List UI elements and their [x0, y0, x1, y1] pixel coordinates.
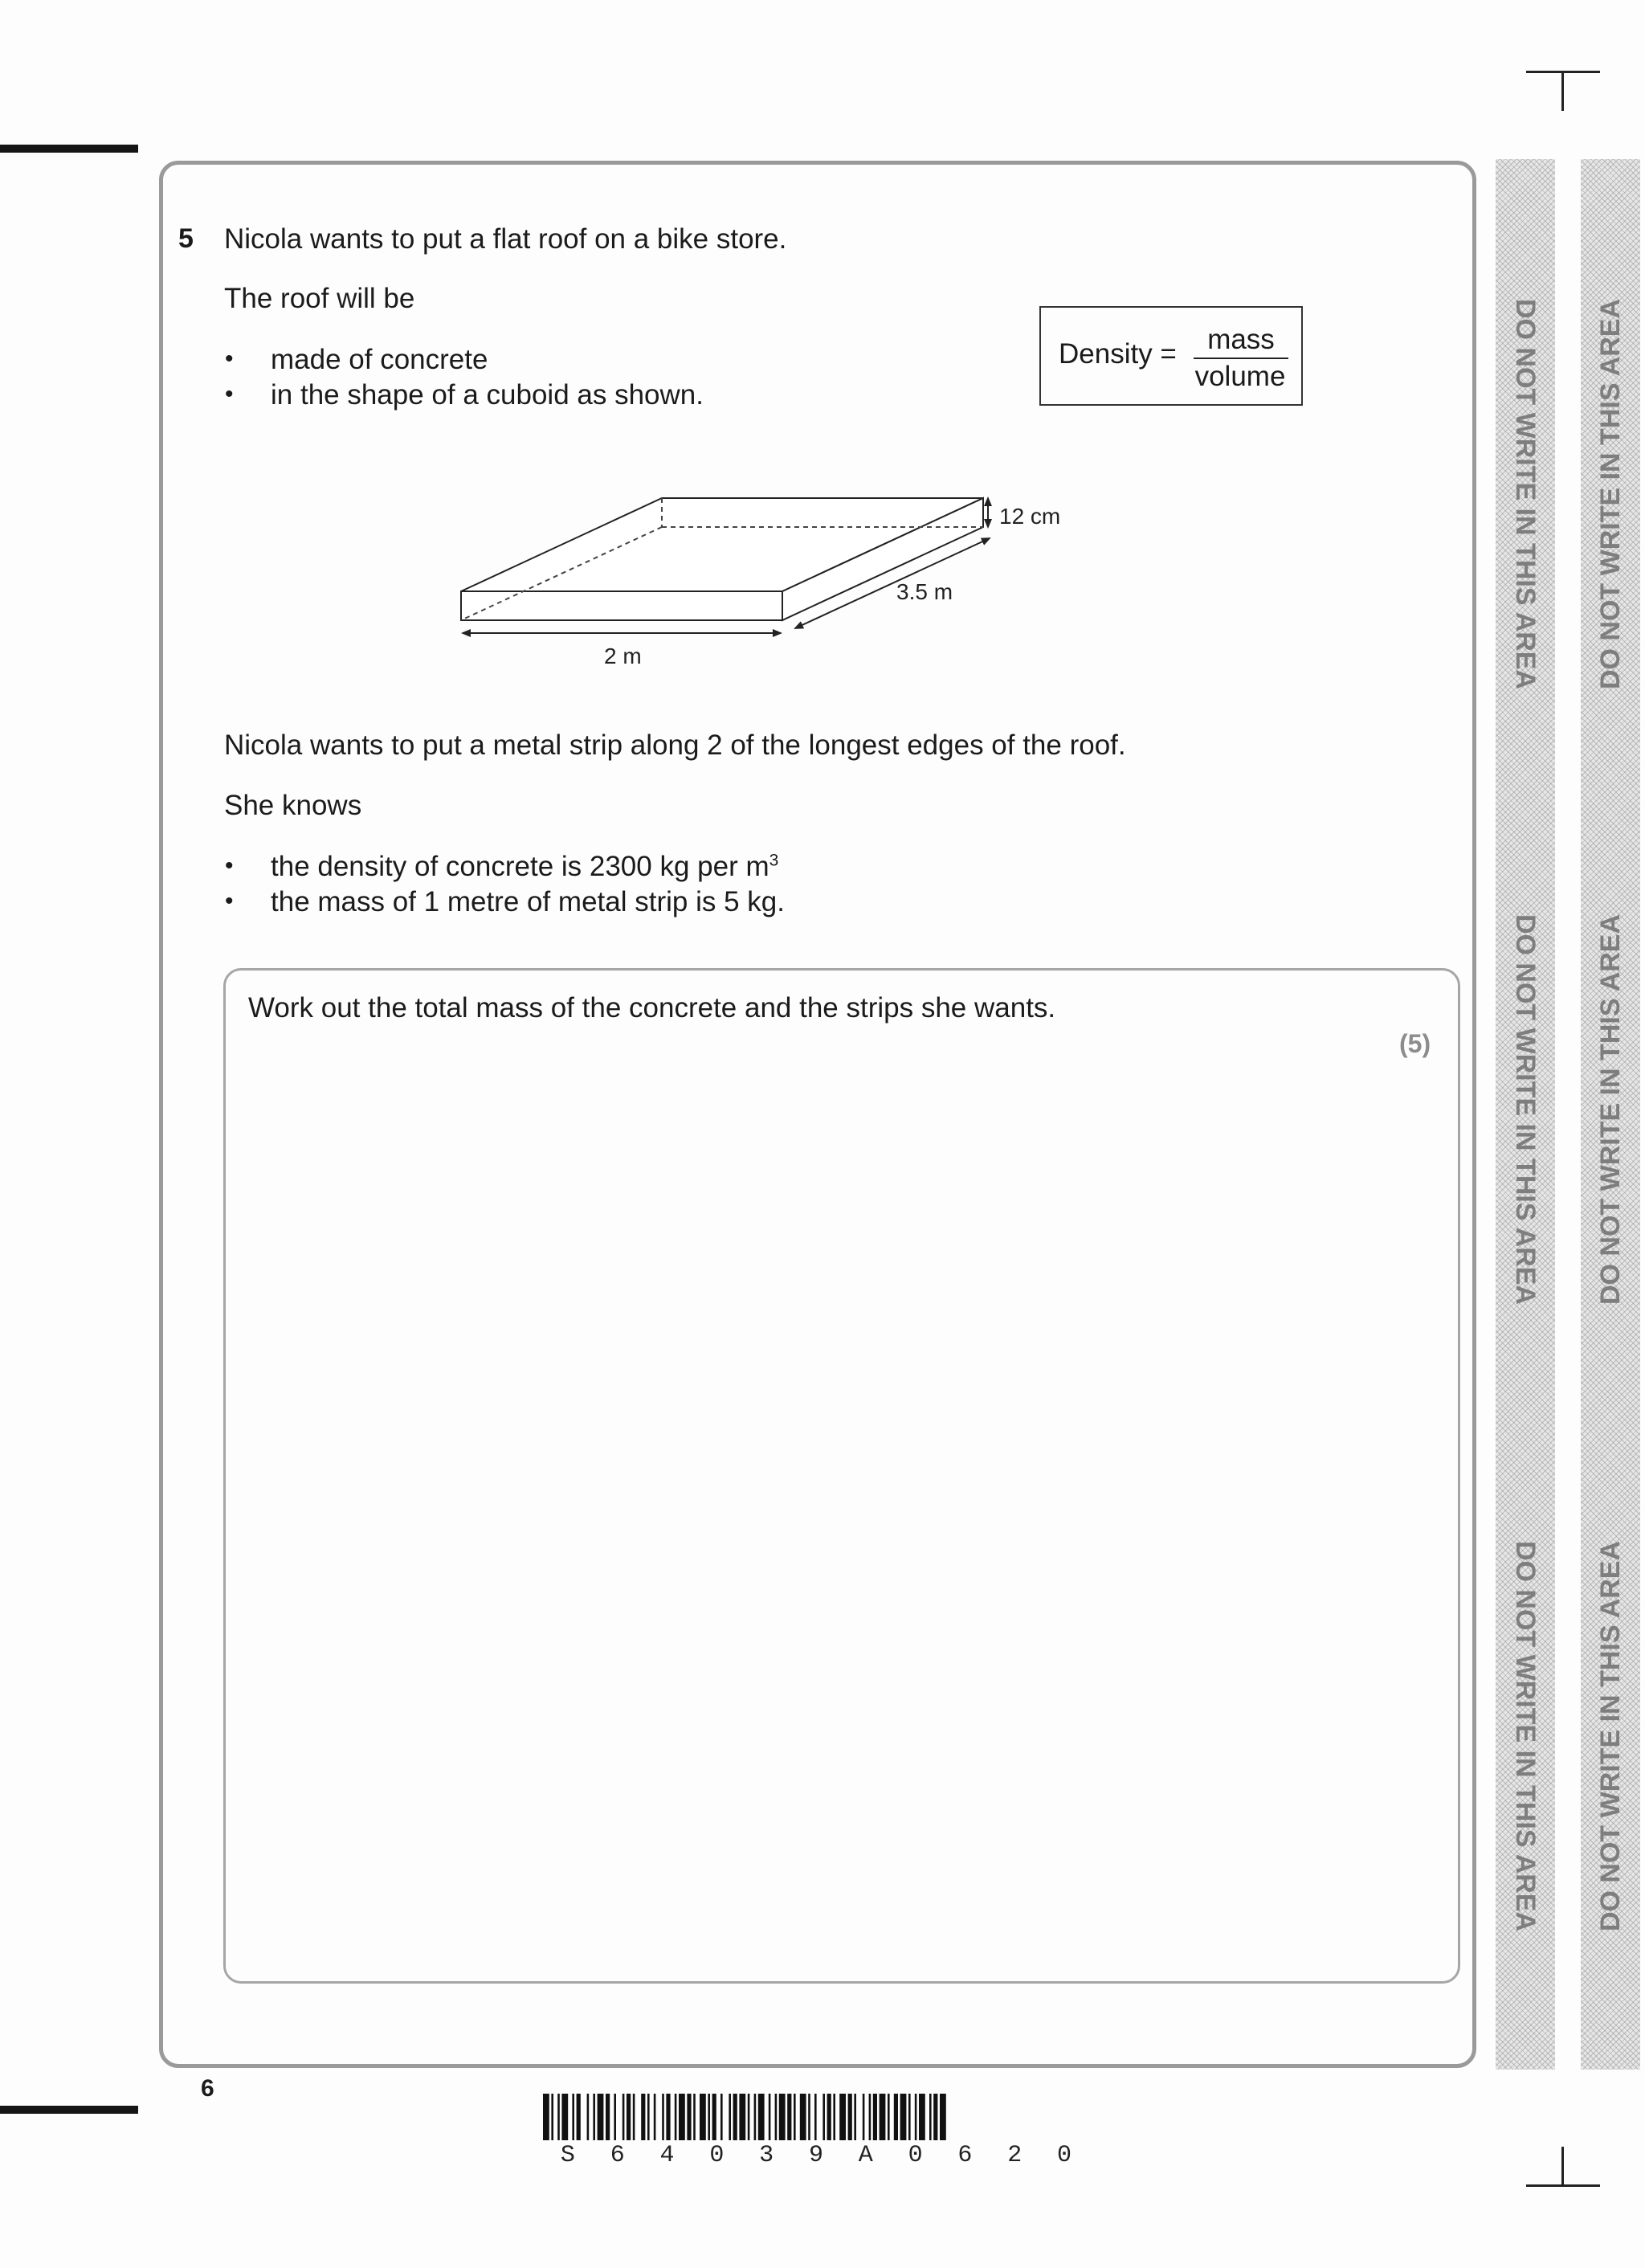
she-knows-text: She knows: [224, 790, 362, 821]
bullet-cuboid-shape: in the shape of a cuboid as shown.: [271, 379, 704, 411]
barcode-bar: [748, 2094, 750, 2140]
barcode-bar: [593, 2094, 595, 2140]
barcode-bar: [662, 2094, 664, 2140]
barcode-bar: [848, 2094, 852, 2140]
barcode-bar: [754, 2094, 757, 2140]
barcode-bar: [712, 2094, 716, 2140]
barcode-bar: [908, 2094, 911, 2140]
density-formula-box: [1039, 306, 1303, 406]
barcode-bar: [775, 2094, 778, 2140]
barcode-digit: A: [858, 2142, 873, 2169]
barcode-bar: [794, 2094, 796, 2140]
barcode-digit: 2: [1007, 2142, 1023, 2169]
do-not-write-warning: DO NOT WRITE IN THIS AREA: [1595, 298, 1626, 690]
crop-mark-top-vertical: [1561, 71, 1564, 111]
barcode-bar: [800, 2094, 806, 2140]
barcode-bar: [915, 2094, 917, 2140]
barcode-bar: [679, 2094, 685, 2140]
barcode-bar: [598, 2094, 604, 2140]
barcode-bar: [700, 2094, 706, 2140]
barcode-digit: 0: [1057, 2142, 1072, 2169]
barcode-digit: 0: [709, 2142, 725, 2169]
edge-bar-top: [0, 145, 138, 153]
barcode-digit: S: [560, 2142, 575, 2169]
barcode-bar: [822, 2094, 825, 2140]
cuboid-diagram: [450, 482, 1076, 675]
do-not-write-warning: DO NOT WRITE IN THIS AREA: [1510, 913, 1541, 1306]
barcode-bar: [933, 2094, 937, 2140]
barcode-bar: [808, 2094, 810, 2140]
barcode-bar: [888, 2094, 890, 2140]
barcode-bar: [687, 2094, 691, 2140]
barcode-bar: [827, 2094, 831, 2140]
depth-label: 3.5 m: [896, 579, 953, 604]
barcode-bar: [551, 2094, 553, 2140]
barcode-bar: [833, 2094, 835, 2140]
formula-denominator: volume: [1194, 361, 1286, 392]
barcode-bar: [647, 2094, 650, 2140]
do-not-write-warning: DO NOT WRITE IN THIS AREA: [1595, 913, 1626, 1306]
barcode-bar: [561, 2094, 568, 2140]
do-not-write-warning: DO NOT WRITE IN THIS AREA: [1510, 298, 1541, 690]
marks-allocation: (5): [1399, 1029, 1431, 1058]
crop-mark-bottom-vertical: [1561, 2147, 1564, 2187]
barcode-bar: [787, 2094, 791, 2140]
density-fact: [271, 851, 778, 883]
barcode-bar: [557, 2094, 560, 2140]
density-exponent: 3: [769, 851, 779, 870]
barcode-bar: [572, 2094, 574, 2140]
task-instruction: Work out the total mass of the concrete and the strips she wants.: [248, 992, 1056, 1024]
answer-area[interactable]: [223, 968, 1460, 1984]
barcode-bar: [675, 2094, 677, 2140]
barcode-bar: [720, 2094, 723, 2140]
barcode-bar: [919, 2094, 925, 2140]
barcode-bar: [641, 2094, 645, 2140]
bullet-point: •: [225, 852, 234, 879]
barcode-bar: [758, 2094, 765, 2140]
page-number: 6: [201, 2075, 214, 2102]
metal-strip-sentence: Nicola wants to put a metal strip along 2 of the longest edges of the roof.: [224, 729, 1126, 761]
barcode-bar: [940, 2094, 946, 2140]
barcode-bar: [606, 2094, 610, 2140]
barcode-digit: 3: [759, 2142, 774, 2169]
barcode-bar: [894, 2094, 898, 2140]
cuboid-front-face: [461, 591, 782, 620]
height-label: 12 cm: [999, 504, 1061, 529]
width-label: 2 m: [604, 644, 642, 668]
edge-bar-bottom: [0, 2106, 138, 2114]
barcode-bar: [873, 2094, 877, 2140]
barcode-bar: [814, 2094, 817, 2140]
formula-lhs: Density =: [1059, 338, 1177, 370]
barcode-bar: [587, 2094, 590, 2140]
barcode-bar: [543, 2094, 549, 2140]
barcode-bar: [614, 2094, 616, 2140]
bullet-concrete: made of concrete: [271, 344, 488, 375]
barcode-bar: [769, 2094, 771, 2140]
barcode-bar: [654, 2094, 656, 2140]
barcode-bar: [622, 2094, 625, 2140]
roof-will-be-text: The roof will be: [224, 283, 415, 314]
barcode-bar: [880, 2094, 886, 2140]
question-intro: Nicola wants to put a flat roof on a bike store.: [224, 223, 787, 255]
barcode-bar: [739, 2094, 745, 2140]
fraction-bar: [1194, 358, 1288, 359]
barcode-bar: [900, 2094, 907, 2140]
barcode-bar: [733, 2094, 737, 2140]
do-not-write-warning: DO NOT WRITE IN THIS AREA: [1510, 1540, 1541, 1932]
barcode-bar: [633, 2094, 635, 2140]
barcode-bar: [577, 2094, 581, 2140]
barcode-bar: [854, 2094, 856, 2140]
barcode-digit: 6: [957, 2142, 973, 2169]
barcode-bar: [729, 2094, 731, 2140]
density-fact-text: the density of concrete is 2300 kg per m: [271, 851, 769, 882]
barcode-digit: 4: [659, 2142, 675, 2169]
bullet-point: •: [225, 888, 234, 914]
barcode-digit: 6: [610, 2142, 625, 2169]
barcode-bar: [869, 2094, 871, 2140]
formula-numerator: mass: [1207, 324, 1275, 355]
barcode-bar: [929, 2094, 932, 2140]
barcode-bar: [839, 2094, 846, 2140]
barcode-bar: [779, 2094, 786, 2140]
barcode-bar: [708, 2094, 710, 2140]
strip-mass-fact: the mass of 1 metre of metal strip is 5 kg.: [271, 886, 785, 917]
barcode: [543, 2094, 1089, 2140]
barcode-digit: 9: [808, 2142, 823, 2169]
barcode-digits: [543, 2142, 1089, 2169]
barcode-bar: [666, 2094, 670, 2140]
bullet-point: •: [225, 345, 234, 372]
barcode-digit: 0: [908, 2142, 923, 2169]
barcode-bar: [627, 2094, 631, 2140]
bullet-point: •: [225, 381, 234, 407]
do-not-write-warning: DO NOT WRITE IN THIS AREA: [1595, 1540, 1626, 1932]
barcode-bar: [863, 2094, 865, 2140]
question-number: 5: [178, 223, 194, 254]
barcode-bar: [693, 2094, 696, 2140]
